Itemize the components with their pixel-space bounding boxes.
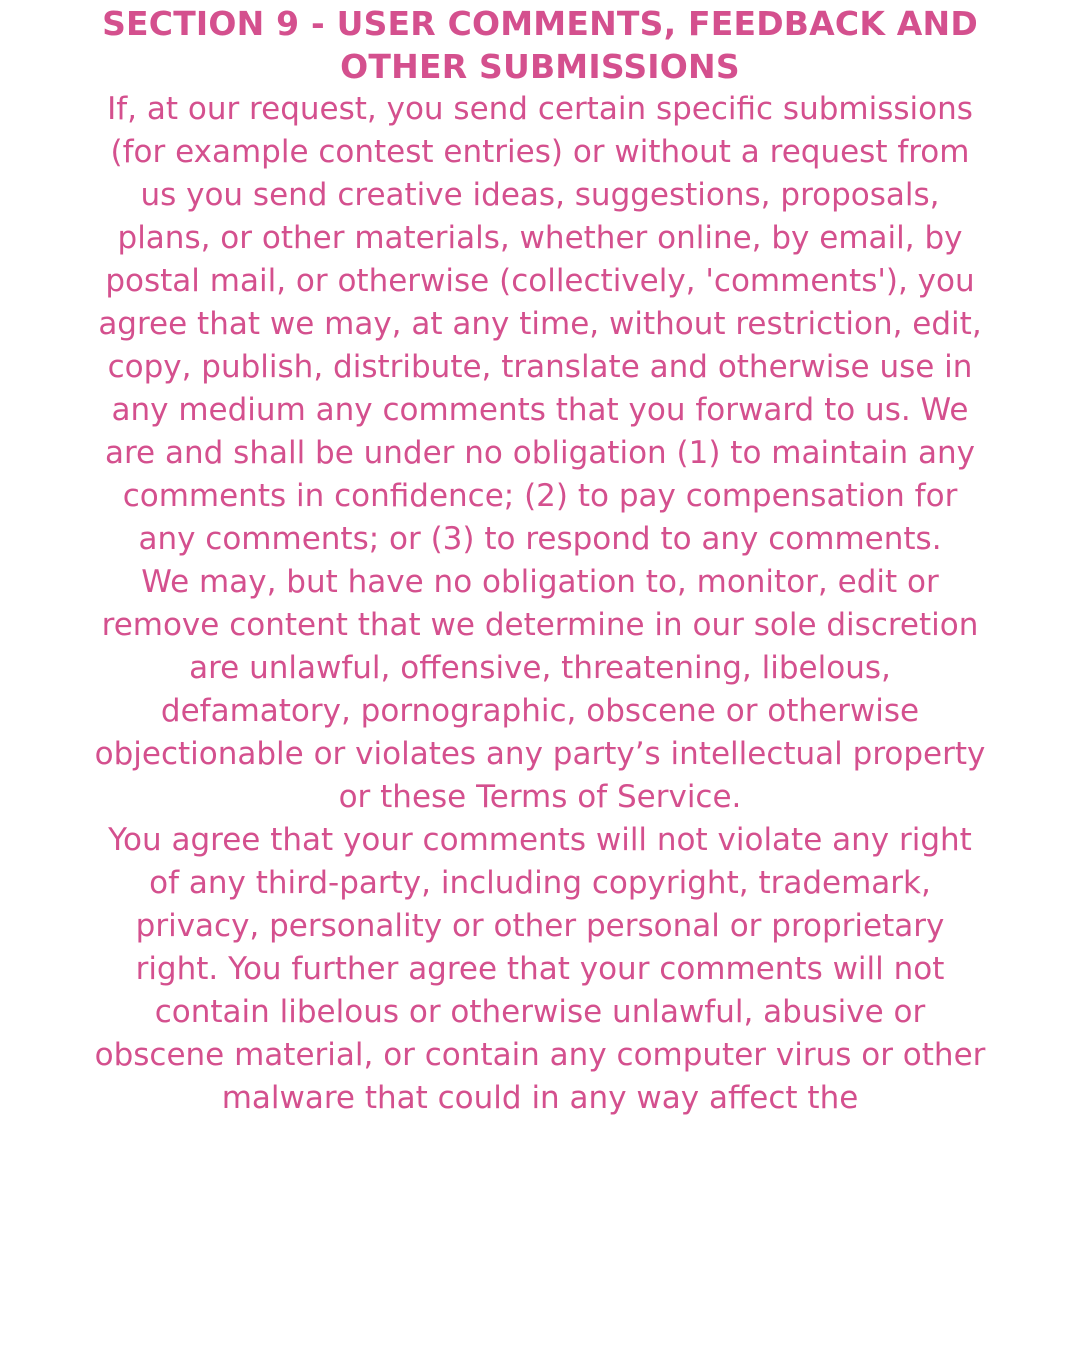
paragraph-user-agreement: You agree that your comments will not violate any right of any third-party, including copyright, trademark, privacy, personality or other personal or proprietary right. You further agree that your comments will not contain libelous or otherwise unlawful, abusive or obscene material, or contain any computer virus or other malware that could in any way affect the	[94, 822, 986, 1116]
terms-page	[90, 0, 990, 1350]
paragraph-comments-license: If, at our request, you send certain specific submissions (for example contest entries) or without a request from us you send creative ideas, suggestions, proposals, plans, or other materials, whether online, by email, by postal mail, or otherwise (collectively, 'comments'), you agree that we may, at any time, without restriction, edit, copy, publish, distribute, translate and otherwise use in any medium any comments that you forward to us. We are and shall be under no obligation (1) to maintain any comments in confidence; (2) to pay compensation for any comments; or (3) to respond to any comments.	[98, 91, 982, 557]
section-body	[90, 88, 990, 1120]
paragraph-content-monitoring: We may, but have no obligation to, monitor, edit or remove content that we determine in our sole discretion are unlawful, offensive, threatening, libelous, defamatory, pornographic, obscene or otherwise objectionable or violates any party’s intellectual property or these Terms of Service.	[94, 564, 986, 815]
section-title: SECTION 9 - USER COMMENTS, FEEDBACK AND OTHER SUBMISSIONS	[102, 4, 978, 86]
